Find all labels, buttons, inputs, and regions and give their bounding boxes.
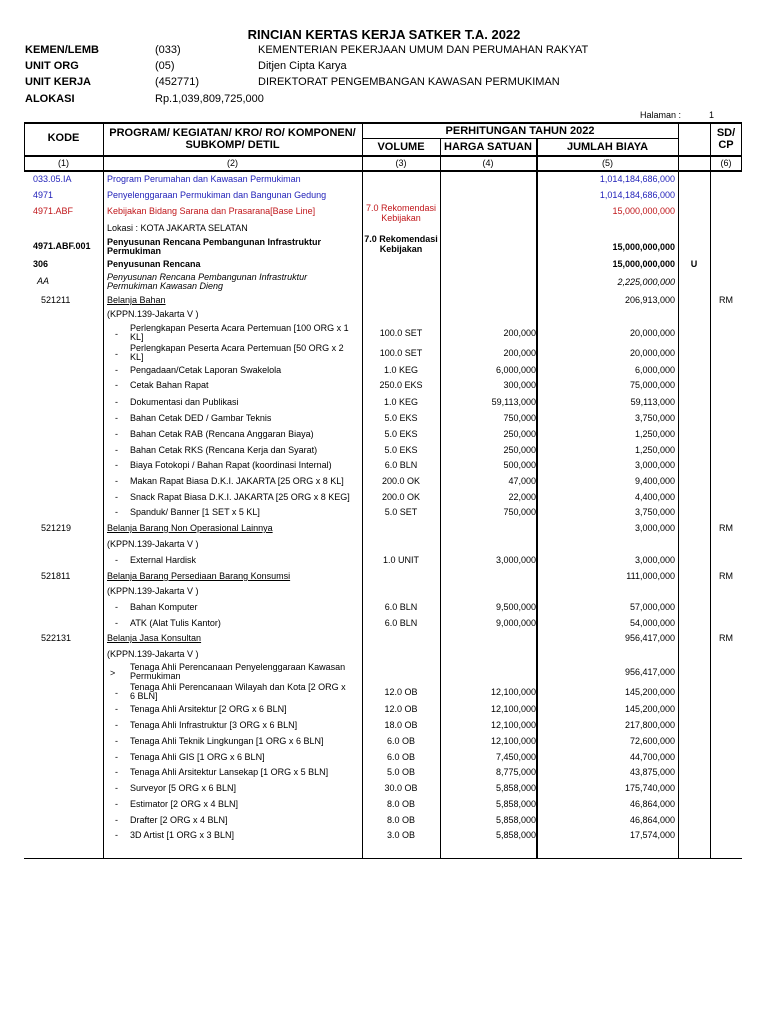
row-harga-satuan: 250,000 (503, 445, 536, 455)
row-harga-satuan: 5,858,000 (495, 783, 536, 793)
row-bullet: - (115, 492, 118, 502)
row-bullet: - (115, 618, 118, 628)
col-line-kode (103, 122, 104, 858)
row-jumlah-biaya: 3,750,000 (634, 413, 675, 423)
row-jumlah-biaya: 145,200,000 (624, 704, 675, 714)
row-harga-satuan: 750,000 (503, 413, 536, 423)
row-kode: 521219 (41, 523, 72, 533)
row-bullet: - (115, 476, 118, 486)
row-volume: 6.0 OB (386, 752, 415, 762)
row-volume: 18.0 OB (384, 720, 418, 730)
meta-label: UNIT KERJA (25, 76, 92, 88)
row-description: Bahan Komputer (130, 602, 198, 612)
row-jumlah-biaya: 4,400,000 (634, 492, 675, 502)
row-sd-cp: RM (719, 295, 733, 305)
row-description: Surveyor [5 ORG x 6 BLN] (130, 783, 237, 793)
row-description-cont: KL] (130, 352, 144, 362)
row-jumlah-biaya: 20,000,000 (629, 328, 675, 338)
row-volume: 5.0 EKS (384, 445, 418, 455)
row-description: Belanja Barang Non Operasional Lainnya (107, 523, 273, 533)
row-harga-satuan: 6,000,000 (495, 365, 536, 375)
row-bullet: - (115, 445, 118, 455)
row-bullet: - (115, 783, 118, 793)
row-jumlah-biaya: 43,875,000 (629, 767, 675, 777)
row-volume: 5.0 EKS (384, 429, 418, 439)
row-volume: 200.0 OK (381, 492, 421, 502)
row-volume: 7.0 Rekomendasi (364, 234, 438, 244)
row-harga-satuan: 9,500,000 (495, 602, 536, 612)
row-jumlah-biaya: 59,113,000 (630, 397, 675, 407)
row-volume: 5.0 EKS (384, 413, 418, 423)
row-jumlah-biaya: 3,000,000 (634, 523, 675, 533)
row-jumlah-biaya: 9,400,000 (634, 476, 675, 486)
row-description: Bahan Cetak RAB (Rencana Anggaran Biaya) (130, 429, 314, 439)
row-description-cont: KL] (130, 332, 144, 342)
row-kode: 521811 (41, 571, 71, 581)
row-volume: 6.0 OB (386, 736, 415, 746)
row-description: Tenaga Ahli Teknik Lingkungan [1 ORG x 6 BLN] (130, 736, 324, 746)
header-cp: CP (718, 139, 734, 151)
row-description: Tenaga Ahli GIS [1 ORG x 6 BLN] (130, 752, 265, 762)
row-description: Snack Rapat Biasa D.K.I. JAKARTA [25 ORG x 8 KEG] (130, 492, 350, 502)
row-description: Tenaga Ahli Arsitektur Lansekap [1 ORG x 5 BLN] (130, 767, 329, 777)
row-harga-satuan: 5,858,000 (495, 830, 536, 840)
row-jumlah-biaya: 3,750,000 (634, 507, 675, 517)
row-kode: 521211 (41, 295, 71, 305)
row-bullet: - (115, 507, 118, 517)
row-volume: 5.0 SET (384, 507, 418, 517)
meta-code: (452771) (155, 76, 200, 88)
row-volume: 7.0 Rekomendasi (365, 203, 437, 213)
table-top-border (24, 122, 742, 124)
row-harga-satuan: 22,000 (508, 492, 536, 502)
row-bullet: - (115, 752, 118, 762)
row-description-cont: Permukiman (107, 246, 162, 256)
header-volume: VOLUME (377, 141, 425, 153)
row-harga-satuan: 300,000 (503, 380, 536, 390)
row-harga-satuan: 12,100,000 (490, 704, 536, 714)
row-bullet: - (115, 413, 118, 423)
row-harga-satuan: 12,100,000 (490, 736, 536, 746)
row-description: Tenaga Ahli Perencanaan Wilayah dan Kota [2 ORG x (130, 682, 346, 692)
row-description: Kebijakan Bidang Sarana dan Prasarana[Base Line] (107, 206, 316, 216)
header-jumlah-biaya: JUMLAH BIAYA (566, 141, 649, 153)
row-volume: 6.0 BLN (384, 618, 418, 628)
row-harga-satuan: 9,000,000 (495, 618, 536, 628)
header-kode: KODE (47, 132, 80, 144)
row-sd-cp: RM (719, 633, 733, 643)
header-bottom-border (24, 155, 742, 157)
row-jumlah-biaya: 3,000,000 (634, 555, 675, 565)
row-description: Bahan Cetak RKS (Rencana Kerja dan Syarat) (130, 445, 318, 455)
header-program-line2: SUBKOMP/ DETIL (185, 139, 280, 151)
row-jumlah-biaya: 15,000,000,000 (612, 206, 675, 216)
row-description: (KPPN.139-Jakarta V ) (107, 309, 199, 319)
row-bullet: - (115, 720, 118, 730)
col-number-2: (2) (227, 158, 238, 168)
row-jumlah-biaya: 217,800,000 (624, 720, 675, 730)
row-description: ATK (Alat Tulis Kantor) (130, 618, 221, 628)
row-jumlah-biaya: 20,000,000 (629, 348, 675, 358)
row-bullet: - (115, 380, 118, 390)
row-volume: 12.0 OB (384, 704, 418, 714)
row-kode: 306 (33, 259, 49, 269)
row-kode: 4971.ABF (33, 206, 74, 216)
meta-label: KEMEN/LEMB (25, 44, 99, 56)
row-description: 3D Artist [1 ORG x 3 BLN] (130, 830, 235, 840)
row-description: Perlengkapan Peserta Acara Pertemuan [50 ORG x 2 (130, 343, 344, 353)
row-harga-satuan: 7,450,000 (495, 752, 536, 762)
halaman-value: 1 (709, 110, 715, 120)
row-jumlah-biaya: 956,417,000 (624, 667, 675, 677)
row-harga-satuan: 750,000 (503, 507, 536, 517)
row-jumlah-biaya: 206,913,000 (624, 295, 675, 305)
row-bullet: - (115, 688, 118, 698)
meta-value: KEMENTERIAN PEKERJAAN UMUM DAN PERUMAHAN RAKYAT (258, 44, 589, 56)
row-jumlah-biaya: 145,200,000 (624, 687, 675, 697)
meta-value: DIREKTORAT PENGEMBANGAN KAWASAN PERMUKIMAN (258, 76, 560, 88)
row-description: Penyusunan Rencana Pembangunan Infrastruktur (107, 237, 322, 247)
row-bullet: - (115, 704, 118, 714)
row-harga-satuan: 59,113,000 (491, 397, 536, 407)
row-description-cont: Permukiman (130, 671, 181, 681)
row-harga-satuan: 47,000 (508, 476, 536, 486)
row-bullet: - (115, 767, 118, 777)
row-bullet: - (115, 365, 118, 375)
row-description: Tenaga Ahli Infrastruktur [3 ORG x 6 BLN] (130, 720, 298, 730)
header-perhitungan: PERHITUNGAN TAHUN 2022 (445, 125, 595, 137)
col-number-1: (1) (58, 158, 69, 168)
row-volume: 200.0 OK (381, 476, 421, 486)
row-description: (KPPN.139-Jakarta V ) (107, 539, 199, 549)
row-bullet: - (115, 602, 118, 612)
header-sd: SD/ (716, 127, 736, 139)
row-description: Belanja Jasa Konsultan (107, 633, 202, 643)
row-sd-cp: RM (719, 571, 733, 581)
row-bullet: - (115, 329, 118, 339)
row-jumlah-biaya: 46,864,000 (629, 815, 675, 825)
meta-label: ALOKASI (25, 93, 75, 105)
row-description: Tenaga Ahli Perencanaan Penyelenggaraan Kawasan (130, 662, 346, 672)
row-harga-satuan: 12,100,000 (490, 720, 536, 730)
row-description: Tenaga Ahli Arsitektur [2 ORG x 6 BLN] (130, 704, 287, 714)
row-harga-satuan: 3,000,000 (495, 555, 536, 565)
row-bullet: - (115, 736, 118, 746)
row-description: Bahan Cetak DED / Gambar Teknis (130, 413, 272, 423)
row-jumlah-biaya: 17,574,000 (629, 830, 675, 840)
row-harga-satuan: 5,858,000 (495, 815, 536, 825)
row-volume-cont: Kebijakan (381, 213, 421, 223)
meta-code: Rp.1,039,809,725,000 (155, 93, 264, 105)
row-volume: 30.0 OB (384, 783, 418, 793)
row-jumlah-biaya: 44,700,000 (629, 752, 675, 762)
row-description-cont: Permukiman Kawasan Dieng (107, 281, 224, 291)
row-jumlah-biaya: 956,417,000 (624, 633, 675, 643)
row-description: Penyusunan Rencana (107, 259, 201, 269)
row-kode: 4971.ABF.001 (33, 241, 91, 251)
row-bullet: - (115, 460, 118, 470)
row-volume: 3.0 OB (386, 830, 415, 840)
row-description: Penyelenggaraan Permukiman dan Bangunan Gedung (107, 190, 327, 200)
row-kode: AA (37, 276, 50, 286)
row-jumlah-biaya: 1,014,184,686,000 (599, 190, 675, 200)
document-title: RINCIAN KERTAS KERJA SATKER T.A. 2022 (247, 27, 521, 42)
row-jumlah-biaya: 6,000,000 (634, 365, 675, 375)
row-jumlah-biaya: 72,600,000 (629, 736, 675, 746)
row-jumlah-biaya: 57,000,000 (629, 602, 675, 612)
table-bottom-border (24, 858, 742, 859)
row-volume: 12.0 OB (384, 687, 418, 697)
halaman-label: Halaman : (640, 110, 682, 120)
row-harga-satuan: 8,775,000 (495, 767, 536, 777)
row-volume: 100.0 SET (379, 348, 423, 358)
row-volume: 1.0 UNIT (382, 555, 419, 565)
row-kode: 033.05.IA (33, 174, 72, 184)
meta-code: (05) (155, 60, 175, 72)
row-kode: 522131 (41, 633, 72, 643)
row-description: Perlengkapan Peserta Acara Pertemuan [100 ORG x 1 (130, 323, 349, 333)
row-description: Cetak Bahan Rapat (130, 380, 209, 390)
col-line-program (362, 122, 363, 858)
row-volume: 8.0 OB (386, 799, 415, 809)
header-harga-satuan: HARGA SATUAN (444, 141, 532, 153)
row-volume: 250.0 EKS (379, 380, 423, 390)
row-description: Program Perumahan dan Kawasan Permukiman (107, 174, 301, 184)
row-description: Estimator [2 ORG x 4 BLN] (130, 799, 239, 809)
row-harga-satuan: 12,100,000 (490, 687, 536, 697)
row-volume: 6.0 BLN (384, 602, 418, 612)
row-bullet: - (115, 555, 118, 565)
row-jumlah-biaya: 1,250,000 (634, 445, 675, 455)
row-description: Belanja Bahan (107, 295, 166, 305)
row-volume: 1.0 KEG (383, 365, 419, 375)
meta-code: (033) (155, 44, 181, 56)
col-number-5: (5) (602, 158, 613, 168)
col-number-3: (3) (395, 158, 407, 168)
row-description: Makan Rapat Biasa D.K.I. JAKARTA [25 ORG x 8 KL] (130, 476, 344, 486)
row-description: Lokasi : KOTA JAKARTA SELATAN (107, 223, 248, 233)
row-harga-satuan: 200,000 (503, 328, 536, 338)
col-line-jumlah (678, 122, 679, 858)
row-jumlah-biaya: 54,000,000 (629, 618, 675, 628)
row-jumlah-biaya: 1,250,000 (634, 429, 675, 439)
row-jumlah-biaya: 175,740,000 (624, 783, 675, 793)
row-description: (KPPN.139-Jakarta V ) (107, 649, 199, 659)
col-number-6: (6) (720, 158, 732, 168)
row-description: Penyusunan Rencana Pembangunan Infrastruktur (107, 272, 308, 282)
row-harga-satuan: 250,000 (503, 429, 536, 439)
row-description: Dokumentasi dan Publikasi (130, 397, 239, 407)
number-row-border (24, 170, 742, 172)
row-sd-cp: U (690, 259, 698, 269)
row-jumlah-biaya: 2,225,000,000 (617, 277, 675, 287)
row-jumlah-biaya: 75,000,000 (629, 380, 675, 390)
col-number-4: (4) (482, 158, 494, 168)
row-description: Pengadaan/Cetak Laporan Swakelola (130, 365, 282, 375)
row-bullet: - (115, 429, 118, 439)
row-volume-cont: Kebijakan (379, 244, 423, 254)
row-harga-satuan: 5,858,000 (495, 799, 536, 809)
row-jumlah-biaya: 3,000,000 (634, 460, 675, 470)
meta-label: UNIT ORG (25, 60, 79, 72)
row-jumlah-biaya: 111,000,000 (626, 571, 675, 581)
row-jumlah-biaya: 46,864,000 (629, 799, 675, 809)
row-description: External Hardisk (130, 555, 197, 565)
row-bullet: - (115, 815, 118, 825)
row-description: Spanduk/ Banner [1 SET x 5 KL] (130, 507, 260, 517)
row-bullet: - (115, 397, 118, 407)
row-description: (KPPN.139-Jakarta V ) (107, 586, 199, 596)
row-jumlah-biaya: 15,000,000,000 (612, 242, 675, 252)
row-jumlah-biaya: 1,014,184,686,000 (599, 174, 675, 184)
row-volume: 100.0 SET (379, 328, 423, 338)
row-kode: 4971 (33, 190, 54, 200)
row-volume: 8.0 OB (386, 815, 415, 825)
row-bullet: > (110, 668, 116, 678)
row-volume: 5.0 OB (386, 767, 415, 777)
perhitungan-divider (362, 138, 678, 139)
row-harga-satuan: 500,000 (503, 460, 536, 470)
row-bullet: - (115, 799, 118, 809)
row-volume: 1.0 KEG (383, 397, 419, 407)
row-description: Belanja Barang Persediaan Barang Konsumsi (107, 571, 291, 581)
row-description: Drafter [2 ORG x 4 BLN] (130, 815, 228, 825)
row-volume: 6.0 BLN (384, 460, 418, 470)
row-description: Biaya Fotokopi / Bahan Rapat (koordinasi Internal) (130, 460, 332, 470)
meta-value: Ditjen Cipta Karya (258, 60, 347, 72)
row-sd-cp: RM (719, 523, 733, 533)
col-line-sd (710, 122, 711, 858)
row-harga-satuan: 200,000 (503, 348, 536, 358)
row-description-cont: 6 BLN] (130, 691, 158, 701)
header-program-line1: PROGRAM/ KEGIATAN/ KRO/ RO/ KOMPONEN/ (109, 127, 356, 139)
row-bullet: - (115, 349, 118, 359)
row-bullet: - (115, 830, 118, 840)
row-jumlah-biaya: 15,000,000,000 (612, 259, 675, 269)
